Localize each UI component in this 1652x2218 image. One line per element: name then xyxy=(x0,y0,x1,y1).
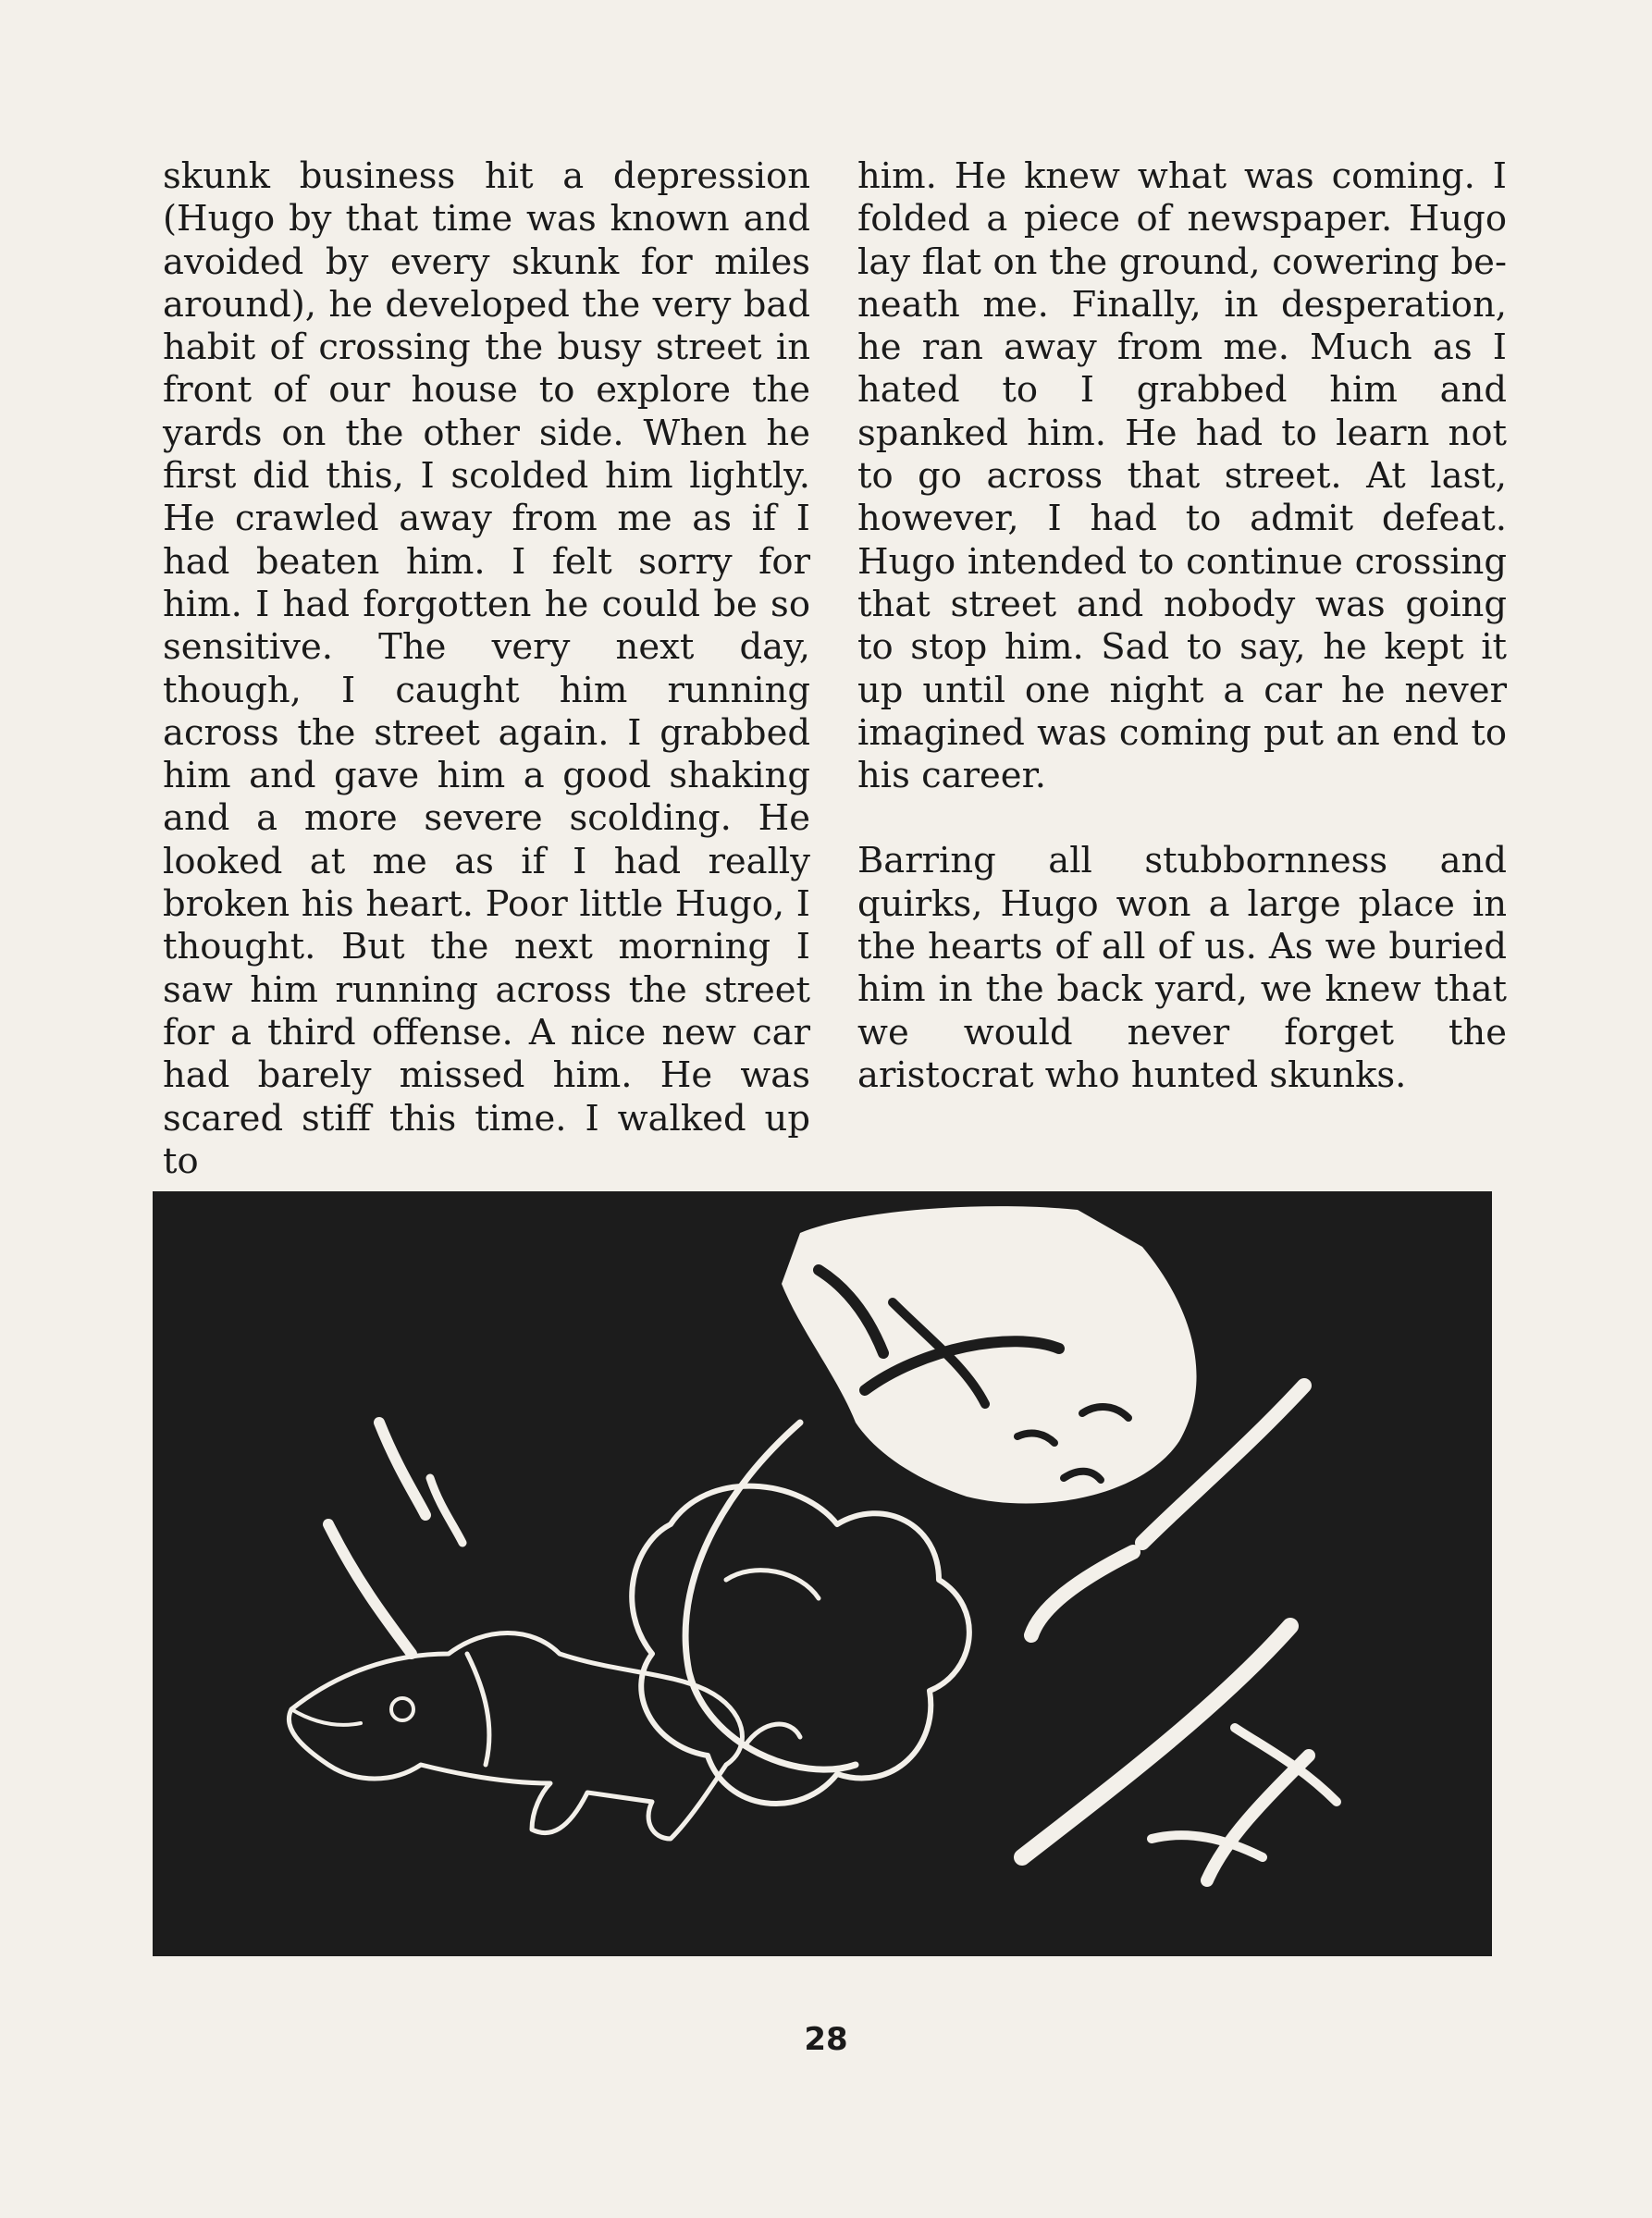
illustration-art xyxy=(153,1191,1492,1956)
motion-stroke xyxy=(379,1423,425,1515)
dog-eye xyxy=(391,1698,413,1720)
right-column-paragraph-1: him. He knew what was coming. I folded a piece of newspaper. Hugo lay flat on the ground, cowering beneath me. Finally, in desperation, he ran away from me. Much as I hated to I grabbed him and spanked him. He had to learn not to go across that street. At last, however, I had to admit defeat. Hugo intended to continue crossing that street and nobody was going to stop him. Sad to say, he kept it up until one night a car he never imagined was coming put an end to his career. xyxy=(857,155,1507,797)
left-column xyxy=(163,155,810,1183)
dog-outline xyxy=(289,1633,742,1840)
girl-skirt-line xyxy=(1207,1756,1309,1880)
flower-detail xyxy=(726,1571,819,1598)
motion-stroke xyxy=(328,1524,412,1654)
girl-hair-shape xyxy=(782,1206,1197,1503)
dog-snout xyxy=(291,1709,361,1725)
girl-arm xyxy=(1031,1552,1133,1635)
motion-stroke xyxy=(1235,1728,1337,1802)
woodcut-illustration xyxy=(153,1191,1492,1956)
motion-stroke xyxy=(430,1478,462,1543)
right-column xyxy=(857,155,1507,1097)
girl-body-outline xyxy=(685,1423,856,1769)
left-column-text: skunk business hit a depression (Hugo by that time was known and avoided by every skunk for miles around), he developed the very bad habit of crossing the busy street in front of our house to explore the yards on the other side. When he first did this, I scolded him lightly. He crawled away from me as if I had beaten him. I felt sorry for him. I had forgotten he could be so sensitive. The very next day, though, I caught him running across the street again. I grabbed him and gave him a good shaking and a more severe scolding. He looked at me as if I had really broken his heart. Poor little Hugo, I thought. But the next morning I saw him running across the street for a third offense. A nice new car had barely missed him. He was scared stiff this time. I walked up to xyxy=(163,155,810,1182)
page-number: 28 xyxy=(804,2021,848,2058)
dog-ear xyxy=(467,1654,489,1765)
motion-stroke xyxy=(1152,1835,1263,1857)
right-column-paragraph-2: Barring all stubbornness and quirks, Hugo won a large place in the hearts of all of us. As we buried him in the back yard, we knew that we would never forget the aristocrat who hunted skunks. xyxy=(857,840,1507,1096)
flower-detail xyxy=(745,1724,800,1746)
